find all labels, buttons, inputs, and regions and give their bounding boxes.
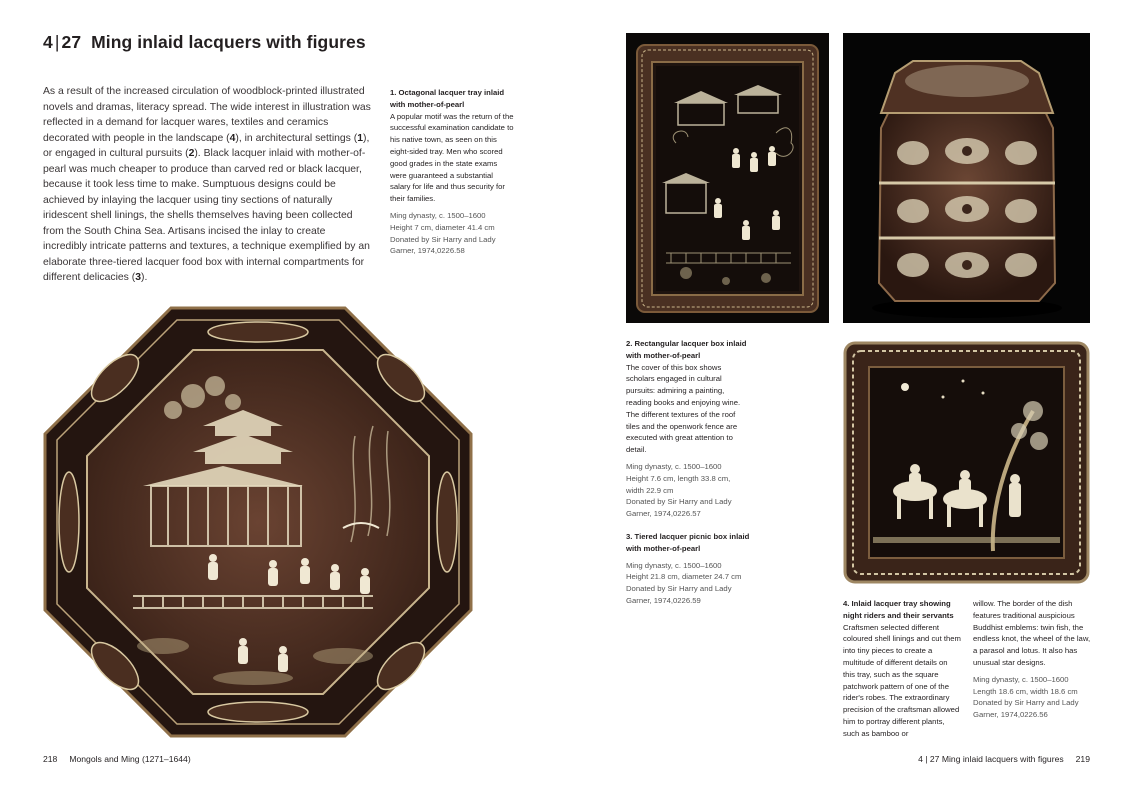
left-running-head: Mongols and Ming (1271–1644)	[69, 754, 191, 764]
caption-text: A popular motif was the return of the successful examination candidate to his native town, as seen on this eight-sided tray. Men who scored good grades in the state exams were guaranteed a substantial salary for life and thus security for their families.	[390, 111, 514, 204]
caption-donor: Donated by Sir Harry and Lady Garner, 1974,0226.58	[390, 234, 496, 256]
night-riders-tray-image	[843, 341, 1090, 584]
intro-paragraph	[43, 84, 371, 286]
caption-picnic-box	[626, 531, 756, 607]
caption-text: The cover of this box shows scholars engaged in cultural pursuits: admiring a painting, reading books and enjoying wine. The different textures of the roof tiles and the openwork fence are executed with great attention to detail.	[626, 362, 741, 455]
caption-title: 3. Tiered lacquer picnic box inlaid with mother-of-pearl	[626, 532, 750, 553]
right-page-number: 219	[1075, 754, 1090, 764]
caption-octagonal-tray	[390, 87, 514, 257]
caption-date: Ming dynasty, c. 1500–1600	[973, 674, 1069, 684]
octagonal-tray-image	[43, 306, 473, 738]
caption-rectangular-box	[626, 338, 748, 520]
section-subnumber: 27	[61, 32, 82, 52]
caption-dimensions: Height 21.8 cm, diameter 24.7 cm	[626, 572, 742, 582]
caption-donor: Donated by Sir Harry and Lady Garner, 1974,0226.56	[973, 698, 1079, 720]
caption-dimensions: Height 7.6 cm, length 33.8 cm, width 22.9 cm	[626, 473, 731, 495]
caption-date: Ming dynasty, c. 1500–1600	[626, 560, 722, 570]
ref-2: 2	[188, 148, 195, 159]
caption-title: 2. Rectangular lacquer box inlaid with mother-of-pearl	[626, 339, 747, 360]
intro-text-2: ), in architectural settings (	[235, 132, 358, 144]
caption-night-riders-col1	[843, 598, 961, 740]
left-page-number: 218	[43, 754, 58, 764]
caption-text: willow. The border of the dish features traditional auspicious Buddhist emblems: twin fish, the endless knot, the wheel of the law, a parasol and lotus. It also has unusual star designs.	[973, 599, 1091, 667]
intro-text-1: As a result of the increased circulation of woodblock-printed illustrated novels and dramas, literacy spread. The wide interest in illustration was reflected in a demand for lacquer wares, textiles and ceramics decorated with people in the landscape (	[43, 86, 371, 144]
ref-4: 4	[229, 132, 236, 144]
caption-date: Ming dynasty, c. 1500–1600	[626, 461, 722, 471]
caption-dimensions: Length 18.6 cm, width 18.6 cm	[973, 686, 1078, 696]
rectangular-lacquer-box-image	[626, 33, 829, 323]
heading-separator: |	[54, 32, 60, 52]
section-number: 4	[43, 32, 53, 52]
caption-text: Craftsmen selected different coloured shell linings and cut them into tiny pieces to create a multitude of different details on this tray, such as the square patchwork pattern of one of the rider's robes. The extraordinary precision of the craftsman allowed him to portray different plants, such as bamboo or	[843, 622, 961, 738]
caption-night-riders-col2	[973, 598, 1091, 721]
tiered-picnic-box-image	[843, 33, 1090, 323]
ref-1: 1	[357, 132, 364, 144]
right-running-head: 4 | 27 Ming inlaid lacquers with figures	[918, 754, 1064, 764]
caption-title: 1. Octagonal lacquer tray inlaid with mother-of-pearl	[390, 88, 505, 109]
left-folio	[43, 754, 191, 764]
caption-donor: Donated by Sir Harry and Lady Garner, 1974,0226.59	[626, 584, 732, 605]
intro-text-5: ).	[141, 272, 148, 283]
ref-3: 3	[135, 272, 141, 283]
page-heading	[43, 32, 366, 53]
caption-dimensions: Height 7 cm, diameter 41.4 cm	[390, 222, 495, 232]
intro-text-3: ), or engaged in cultural pursuits (	[43, 132, 370, 159]
right-folio	[918, 754, 1090, 764]
caption-donor: Donated by Sir Harry and Lady Garner, 1974,0226.57	[626, 497, 732, 519]
caption-title: 4. Inlaid lacquer tray showing night riders and their servants	[843, 599, 954, 620]
section-title: Ming inlaid lacquers with figures	[91, 32, 366, 52]
intro-text-4: ). Black lacquer inlaid with mother-of-pearl was much cheaper to produce than carved red or black lacquer, because it took less time to make. Sumptuous designs could be achieved by inlaying the lacquer using tiny sections of naturally iridescent shell linings, the shells themselves having been collected from the South China Sea. Artisans incised the inlay to create incredibly intricate patterns and textures, a technique exemplified by an elaborate three-tiered lacquer food box with internal compartments for different delicacies (	[43, 148, 370, 283]
caption-date: Ming dynasty, c. 1500–1600	[390, 210, 486, 220]
